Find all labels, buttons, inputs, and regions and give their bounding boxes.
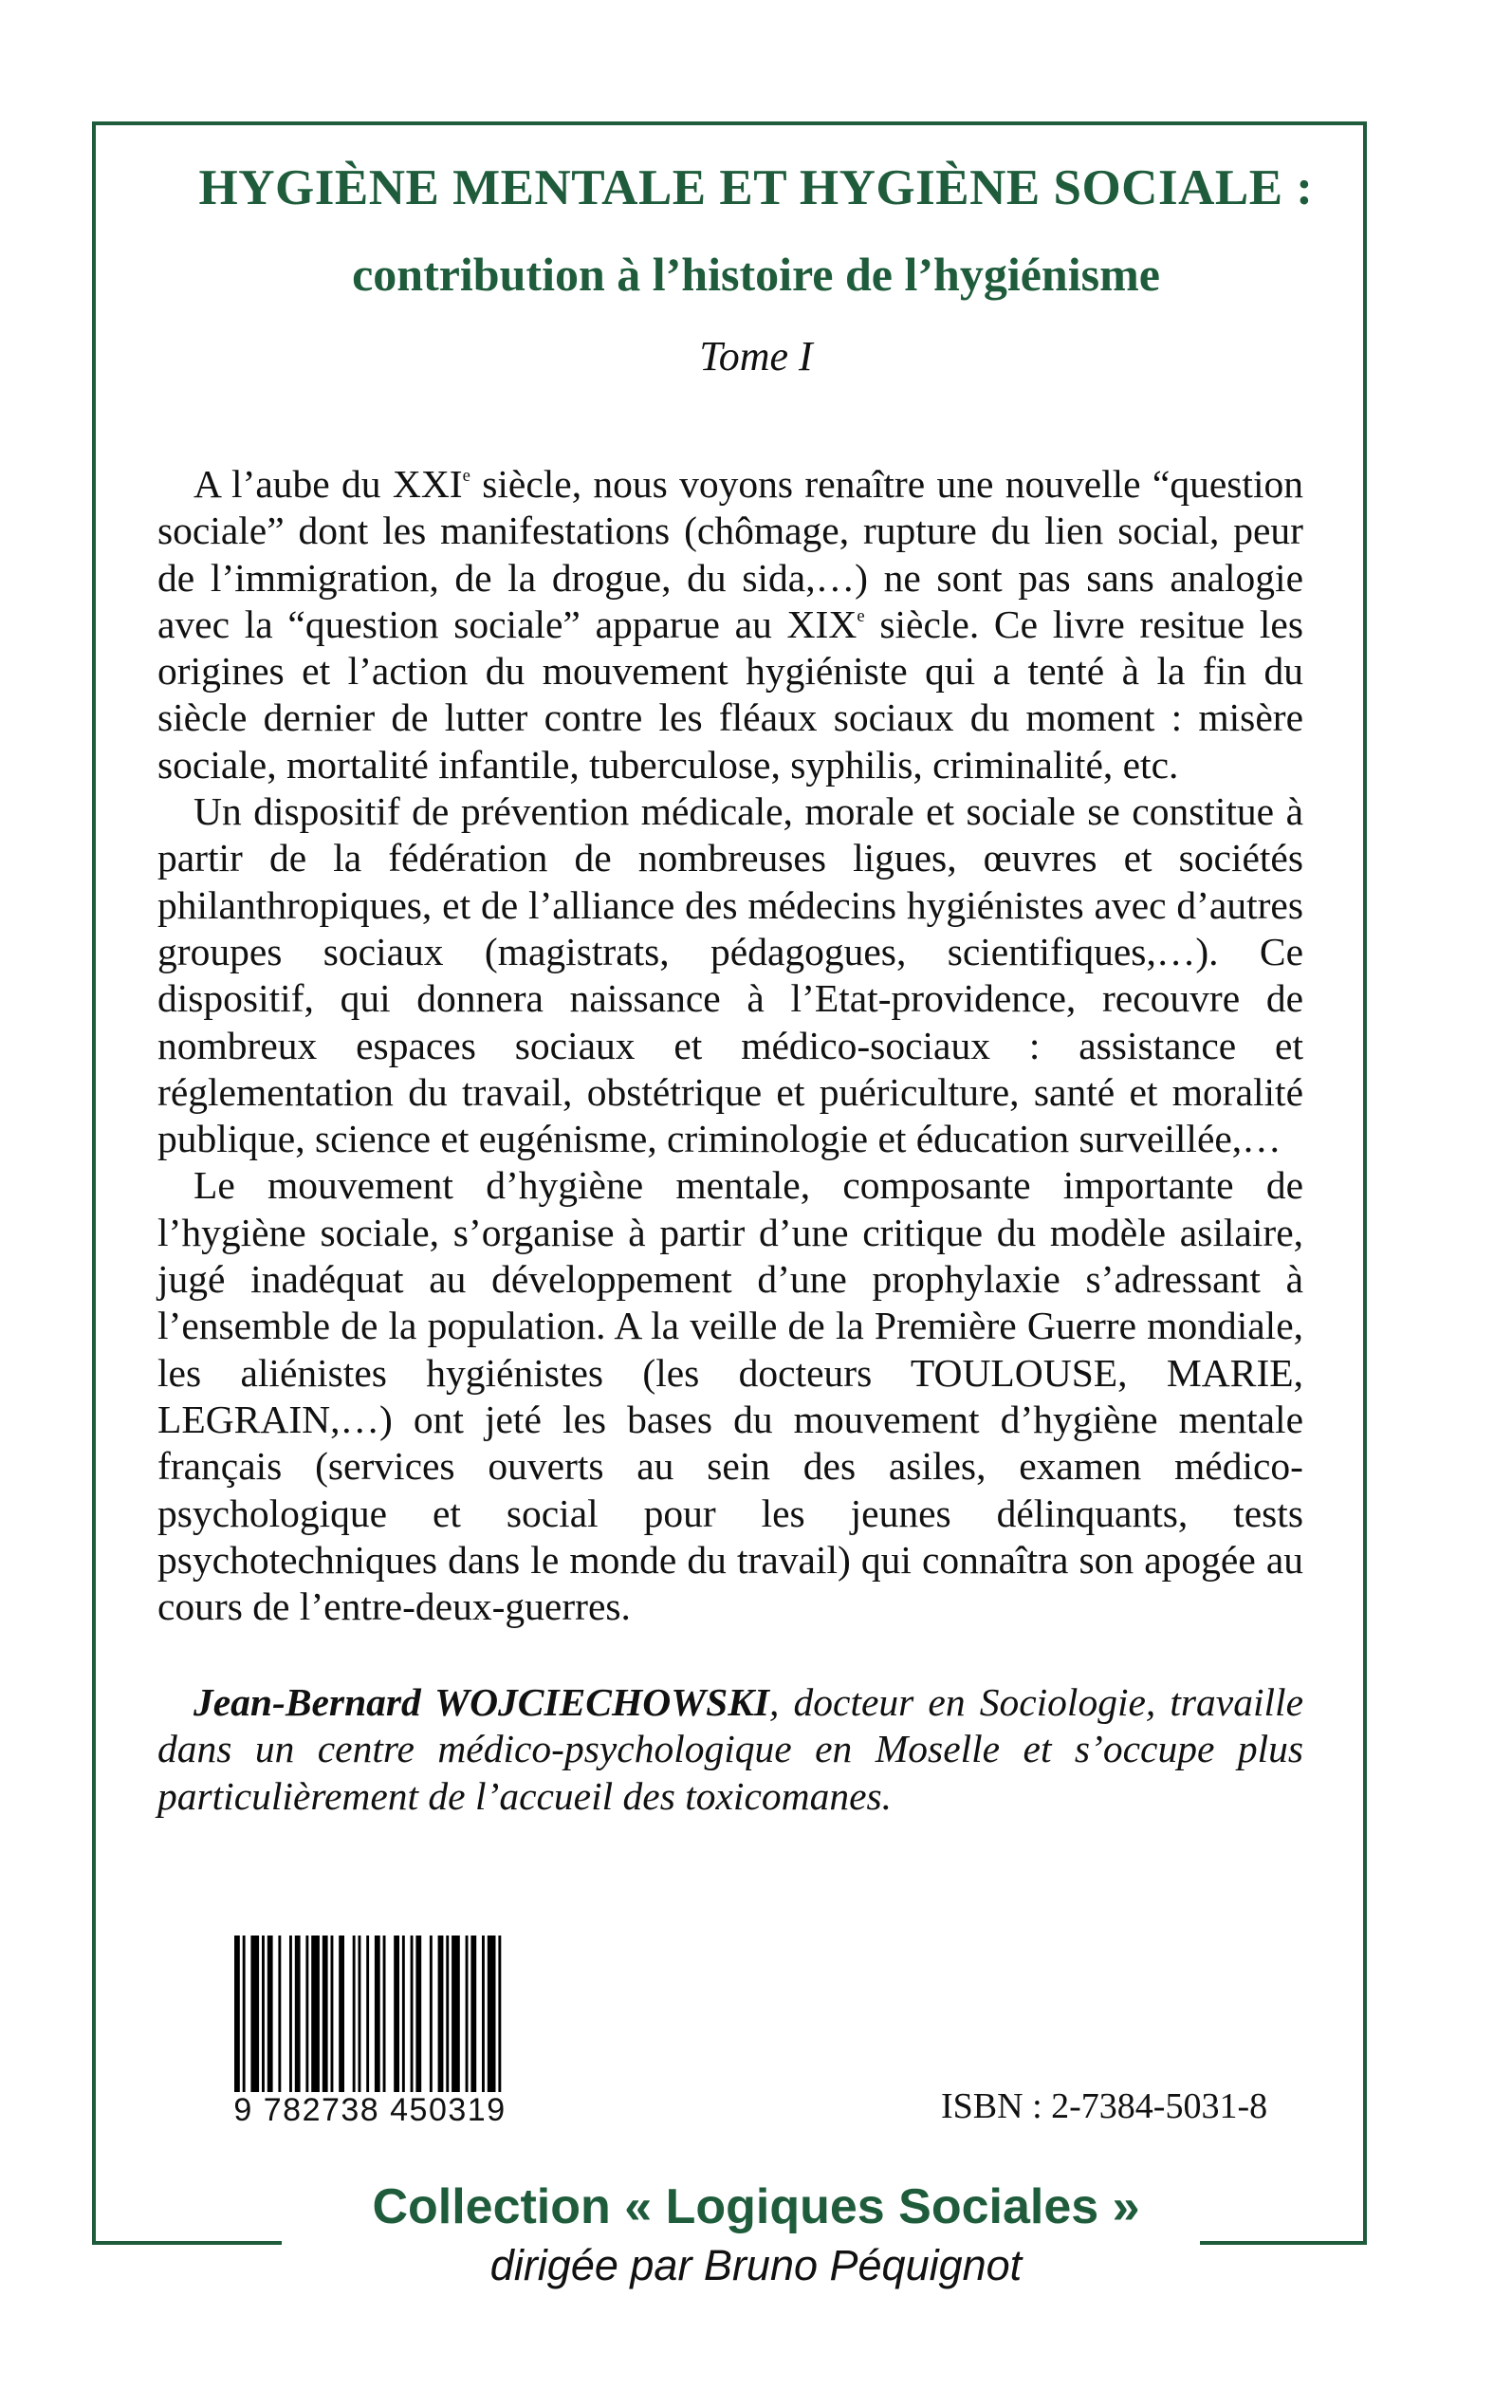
barcode-bar [470, 1936, 476, 2092]
barcode-bar [394, 1936, 399, 2092]
barcode-bar [446, 1936, 449, 2092]
barcode-bar [339, 1936, 344, 2092]
blurb-paragraph-1: A l’aube du XXIe siècle, nous voyons renaître une nouvelle “question sociale” dont les manifestations (chômage, rupture du lien social, peur de l’immigration, de la drogue, du sida,…) ne sont pas sans analogie avec la “question sociale” apparue au XIXe siècle. Ce livre resitue les origines et l’action du mouvement hygiéniste qui a tenté à la fin du siècle dernier de lutter contre les fléaux sociaux du moment : misère sociale, mortalité infantile, tuberculose, syphilis, criminalité, etc. [157, 462, 1304, 787]
barcode-bar [278, 1936, 281, 2092]
barcode-bar [466, 1936, 469, 2092]
barcode-bar [430, 1936, 433, 2092]
barcode-bar [250, 1936, 259, 2092]
author-name: Jean-Bernard WOJCIECHOWSKI [194, 1680, 770, 1724]
barcode-bar [243, 1936, 246, 2092]
barcode-bar [305, 1936, 308, 2092]
volume-label: Tome I [699, 333, 813, 380]
barcode-bar [289, 1936, 292, 2092]
blurb-paragraph-2: Un dispositif de prévention médicale, morale et sociale se constitue à partir de la fédération de nombreuses ligues, œuvres et sociétés philanthropiques, et de l’alliance des médecins hygiénistes avec d’autres groupes sociaux (magistrats, pédagogues, scientifiques,…). Ce dispositif, qui donnera naissance à l’Etat-providence, recouvre de nombreux espaces sociaux et médico-sociaux : assistance et réglementation du travail, obstétrique et puériculture, santé et moralité publique, science et eugénisme, criminologie et éducation surveillée,… [157, 789, 1303, 1161]
barcode-bar [438, 1936, 444, 2092]
barcode-bar [331, 1936, 334, 2092]
collection-director: dirigée par Bruno Péquignot [489, 2241, 1023, 2289]
barcode-bar [383, 1936, 386, 2092]
barcode-bar [488, 1936, 496, 2092]
barcode-digits: 9 782738 450319 [233, 2092, 507, 2128]
book-subtitle: contribution à l’histoire de l’hygiénisme [352, 248, 1160, 301]
blurb-paragraph-3: Le mouvement d’hygiène mentale, composante importante de l’hygiène sociale, s’organise à partir d’une critique du modèle asilaire, jugé inadéquat au développement d’une prophylaxie s’adressant à l’ensemble de la population. A la veille de la Première Guerre mondiale, les aliénistes hygiénistes (les docteurs TOULOUSE, MARIE, LEGRAIN,…) ont jeté les bases du mouvement d’hygiène mentale français (services ouverts au sein des asiles, examen médico-psychologique et social pour les jeunes délinquants, tests psychotechniques dans le monde du travail) qui connaîtra son apogée au cours de l’entre-deux-guerres. [157, 1163, 1303, 1629]
author-description: , docteur en Sociologie, travaille dans un centre médico-psychologique en Moselle et s’occupe plus particulièrement de l’accueil des toxicomanes. [157, 1680, 1303, 1818]
barcode-bar [267, 1936, 273, 2092]
barcode-bar [359, 1936, 361, 2092]
barcode-bar [375, 1936, 380, 2092]
barcode-bar [366, 1936, 369, 2092]
collection-name: Collection « Logiques Sociales » [372, 2179, 1140, 2234]
barcode-bar [482, 1936, 485, 2092]
blurb [157, 461, 1303, 1630]
barcode-bar [262, 1936, 265, 2092]
barcode-bar [295, 1936, 301, 2092]
book-title: HYGIÈNE MENTALE ET HYGIÈNE SOCIALE : [198, 160, 1314, 215]
barcode-bar [323, 1936, 328, 2092]
barcode-bar [402, 1936, 405, 2092]
author-bio [157, 1679, 1303, 1820]
barcode-bar [452, 1936, 460, 2092]
barcode-bars [230, 1936, 509, 2092]
barcode-bar [353, 1936, 356, 2092]
isbn: ISBN : 2-7384-5031-8 [941, 2086, 1268, 2126]
barcode-bar [498, 1936, 501, 2092]
barcode-bar [411, 1936, 414, 2092]
barcode-bar [311, 1936, 320, 2092]
barcode [230, 1936, 509, 2131]
barcode-bar [415, 1936, 421, 2092]
barcode-bar [234, 1936, 240, 2092]
